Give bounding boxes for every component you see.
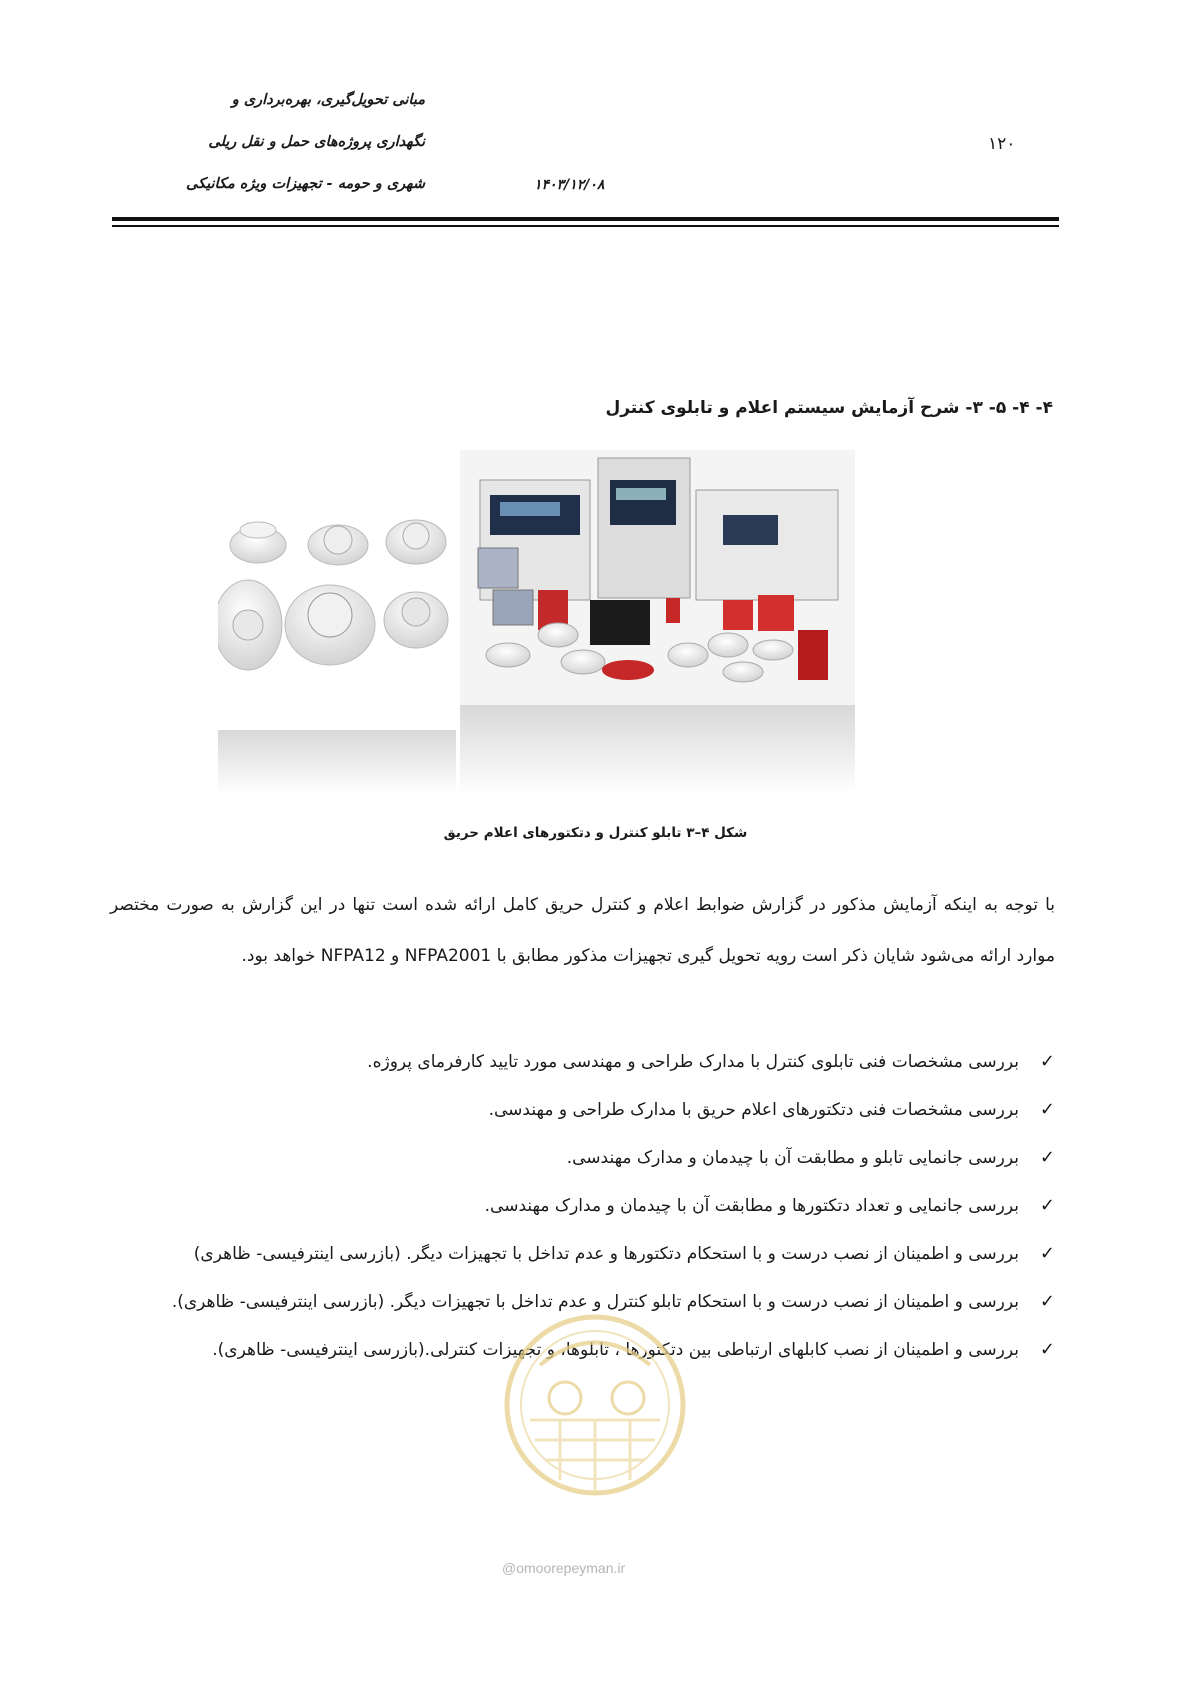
list-item-text: بررسی و اطمینان از نصب درست و با استحکام تابلو کنترل و عدم تداخل با تجهیزات دیگر. (بازرسی اینترفیسی- ظاهری). xyxy=(171,1292,1019,1312)
list-item xyxy=(110,1182,1055,1230)
checkmark-icon: ✓ xyxy=(1039,1147,1055,1168)
figure-caption: شکل ۴–۳ تابلو کنترل و دتکتورهای اعلام حریق xyxy=(443,825,748,841)
list-item-text: بررسی جانمایی تابلو و مطابقت آن با چیدمان و مدارک مهندسی. xyxy=(566,1148,1019,1168)
checkmark-icon: ✓ xyxy=(1039,1051,1055,1072)
checkmark-icon: ✓ xyxy=(1039,1099,1055,1120)
fire-alarm-equipment-image xyxy=(218,450,908,802)
list-item-text: بررسی مشخصات فنی تابلوی کنترل با مدارک طراحی و مهندسی مورد تایید کارفرمای پروژه. xyxy=(367,1052,1019,1072)
page-number: ۱۲۰ xyxy=(988,134,1016,154)
list-item-text: بررسی و اطمینان از نصب کابلهای ارتباطی بین دتکتورها ، تابلوها، و تجهیزات کنترلی.(بازرسی اینترفیسی- ظاهری). xyxy=(212,1340,1019,1360)
body-paragraph: با توجه به اینکه آزمایش مذکور در گزارش ضوابط اعلام و کنترل حریق کامل ارائه شده است تنها در این گزارش به صورت مختصر موارد ارائه می‌شود شایان ذکر است رویه تحویل گیری تجهیزات مذکور مطابق با NFPA2001 و NFPA12 خواهد بود. xyxy=(110,895,1055,966)
section-title: ۴- ۴- ۵- ۳- شرح آزمایش سیستم اعلام و تابلوی کنترل xyxy=(605,398,1053,418)
watermark-url: @omoorepeyman.ir xyxy=(502,1560,626,1576)
checkmark-icon: ✓ xyxy=(1039,1291,1055,1312)
watermark-stamp-icon xyxy=(500,1310,690,1500)
smoke-detector-icon xyxy=(218,520,448,670)
list-item xyxy=(110,1230,1055,1278)
header-line-3: شهری و حومه - تجهیزات ویژه مکانیکی xyxy=(186,176,425,192)
checkmark-icon: ✓ xyxy=(1039,1339,1055,1360)
header-line-2: نگهداری پروژه‌های حمل و نقل ریلی xyxy=(208,134,425,150)
header-line-1: مبانی تحویل‌گیری، بهره‌برداری و xyxy=(231,92,425,108)
list-item xyxy=(110,1086,1055,1134)
list-item-text: بررسی جانمایی و تعداد دتکتورها و مطابقت آن با چیدمان و مدارک مهندسی. xyxy=(484,1196,1019,1216)
list-item xyxy=(110,1038,1055,1086)
checkmark-icon: ✓ xyxy=(1039,1243,1055,1264)
list-item xyxy=(110,1134,1055,1182)
document-date: ۱۴۰۳/۱۲/۰۸ xyxy=(534,177,605,193)
list-item-text: بررسی مشخصات فنی دتکتورهای اعلام حریق با مدارک طراحی و مهندسی. xyxy=(488,1100,1019,1120)
header-rule-thin xyxy=(112,225,1059,227)
checkmark-icon: ✓ xyxy=(1039,1195,1055,1216)
list-item-text: بررسی و اطمینان از نصب درست و با استحکام دتکتورها و عدم تداخل با تجهیزات دیگر. (بازرسی اینترفیسی- ظاهری) xyxy=(193,1244,1019,1264)
header-rule-thick xyxy=(112,217,1059,221)
